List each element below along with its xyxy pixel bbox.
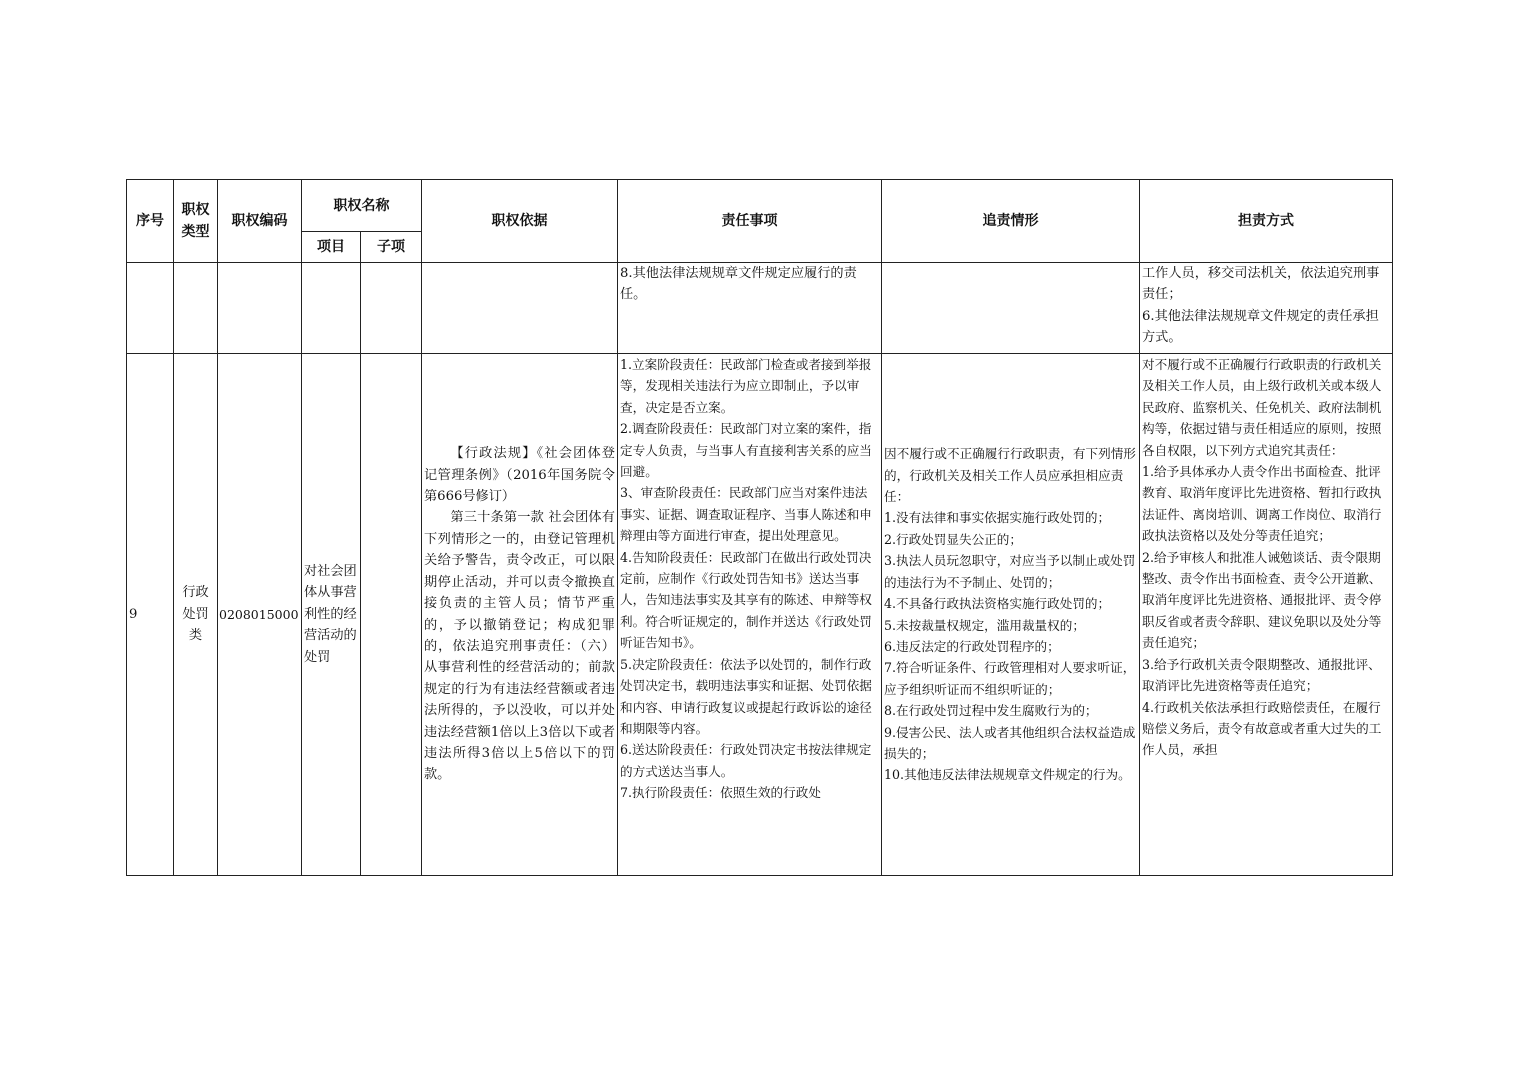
table-row: [127, 354, 1393, 876]
header-accountability: 追责情形: [882, 180, 1140, 263]
cell-basis: [422, 263, 618, 354]
powers-table: [126, 179, 1393, 876]
header-subitem: 子项: [361, 232, 422, 263]
header-item: 项目: [302, 232, 361, 263]
cell-basis: [422, 354, 618, 876]
cell-liability: 对不履行或不正确履行行政职责的行政机关及相关工作人员，由上级行政机关或本级人民政府、监察机关、任免机关、政府法制机构等，依据过错与责任相适应的原则，按照各自权限，以下列方式追究其责任： 1.给予具体承办人责令作出书面检查、批评教育、取消年度评比先进资格、暂扣行政执法证件、离岗培训、调离工作岗位、取消行政执法资格以及处分等责任追究； 2.给予审核人和批准人诫勉谈话、责令限期整改、责令作出书面检查、责令公开道歉、取消年度评比先进资格、通报批评、责令停职反省或者责令辞职、建议免职以及处分等责任追究； 3.给予行政机关责令限期整改、通报批评、取消评比先进资格等责任追究； 4.行政机关依法承担行政赔偿责任，在履行赔偿义务后，责令有故意或者重大过失的工作人员，承担: [1140, 354, 1393, 876]
header-duty: 责任事项: [618, 180, 882, 263]
cell-type: [174, 263, 218, 354]
cell-liability: 工作人员，移交司法机关，依法追究刑事责任； 6.其他法律法规规章文件规定的责任承担方式。: [1140, 263, 1393, 354]
header-code: 职权编码: [218, 180, 302, 263]
table-row: [127, 263, 1393, 354]
cell-code: 0208015000: [218, 354, 302, 876]
basis-article: 第三十条第一款 社会团体有下列情形之一的，由登记管理机关给予警告，责令改正，可以限期停止活动，并可以责令撤换直接负责的主管人员；情节严重的，予以撤销登记；构成犯罪的，依法追究刑事责任：（六）从事营利性的经营活动的；前款规定的行为有违法经营额或者违法所得的，予以没收，可以并处违法经营额1倍以上3倍以下或者违法所得3倍以上5倍以下的罚款。: [424, 510, 615, 783]
cell-item: [302, 263, 361, 354]
cell-code: [218, 263, 302, 354]
cell-duty: 1.立案阶段责任：民政部门检查或者接到举报等，发现相关违法行为应立即制止，予以审查，决定是否立案。 2.调查阶段责任：民政部门对立案的案件，指定专人负责，与当事人有直接利害关系的应当回避。 3、审查阶段责任：民政部门应当对案件违法事实、证据、调查取证程序、当事人陈述和申辩理由等方面进行审查，提出处理意见。 4.告知阶段责任：民政部门在做出行政处罚决定前，应制作《行政处罚告知书》送达当事人，告知违法事实及其享有的陈述、申辩等权利。符合听证规定的，制作并送达《行政处罚听证告知书》。 5.决定阶段责任：依法予以处罚的，制作行政处罚决定书，载明违法事实和证据、处罚依据和内容、申请行政复议或提起行政诉讼的途径和期限等内容。 6.送达阶段责任：行政处罚决定书按法律规定的方式送达当事人。 7.执行阶段责任：依照生效的行政处: [618, 354, 882, 876]
basis-law: 【行政法规】《社会团体登记管理条例》（2016年国务院令第666号修订）: [424, 446, 615, 505]
cell-seq: [127, 263, 174, 354]
header-name: 职权名称: [302, 180, 422, 232]
header-basis: 职权依据: [422, 180, 618, 263]
header-type: 职权类型: [174, 180, 218, 263]
header-seq: 序号: [127, 180, 174, 263]
cell-subitem: [361, 263, 422, 354]
cell-accountability: [882, 263, 1140, 354]
cell-type: 行政处罚类: [174, 354, 218, 876]
cell-subitem: [361, 354, 422, 876]
header-liability: 担责方式: [1140, 180, 1393, 263]
cell-accountability: 因不履行或不正确履行行政职责，有下列情形的，行政机关及相关工作人员应承担相应责任： 1.没有法律和事实依据实施行政处罚的； 2.行政处罚显失公正的； 3.执法人员玩忽职守，对应当予以制止或处罚的违法行为不予制止、处罚的； 4.不具备行政执法资格实施行政处罚的； 5.未按裁量权规定，滥用裁量权的； 6.违反法定的行政处罚程序的； 7.符合听证条件、行政管理相对人要求听证，应予组织听证而不组织听证的； 8.在行政处罚过程中发生腐败行为的； 9.侵害公民、法人或者其他组织合法权益造成损失的； 10.其他违反法律法规规章文件规定的行为。: [882, 354, 1140, 876]
cell-duty: 8.其他法律法规规章文件规定应履行的责任。: [618, 263, 882, 354]
cell-item: 对社会团体从事营利性的经营活动的处罚: [302, 354, 361, 876]
cell-seq: 9: [127, 354, 174, 876]
